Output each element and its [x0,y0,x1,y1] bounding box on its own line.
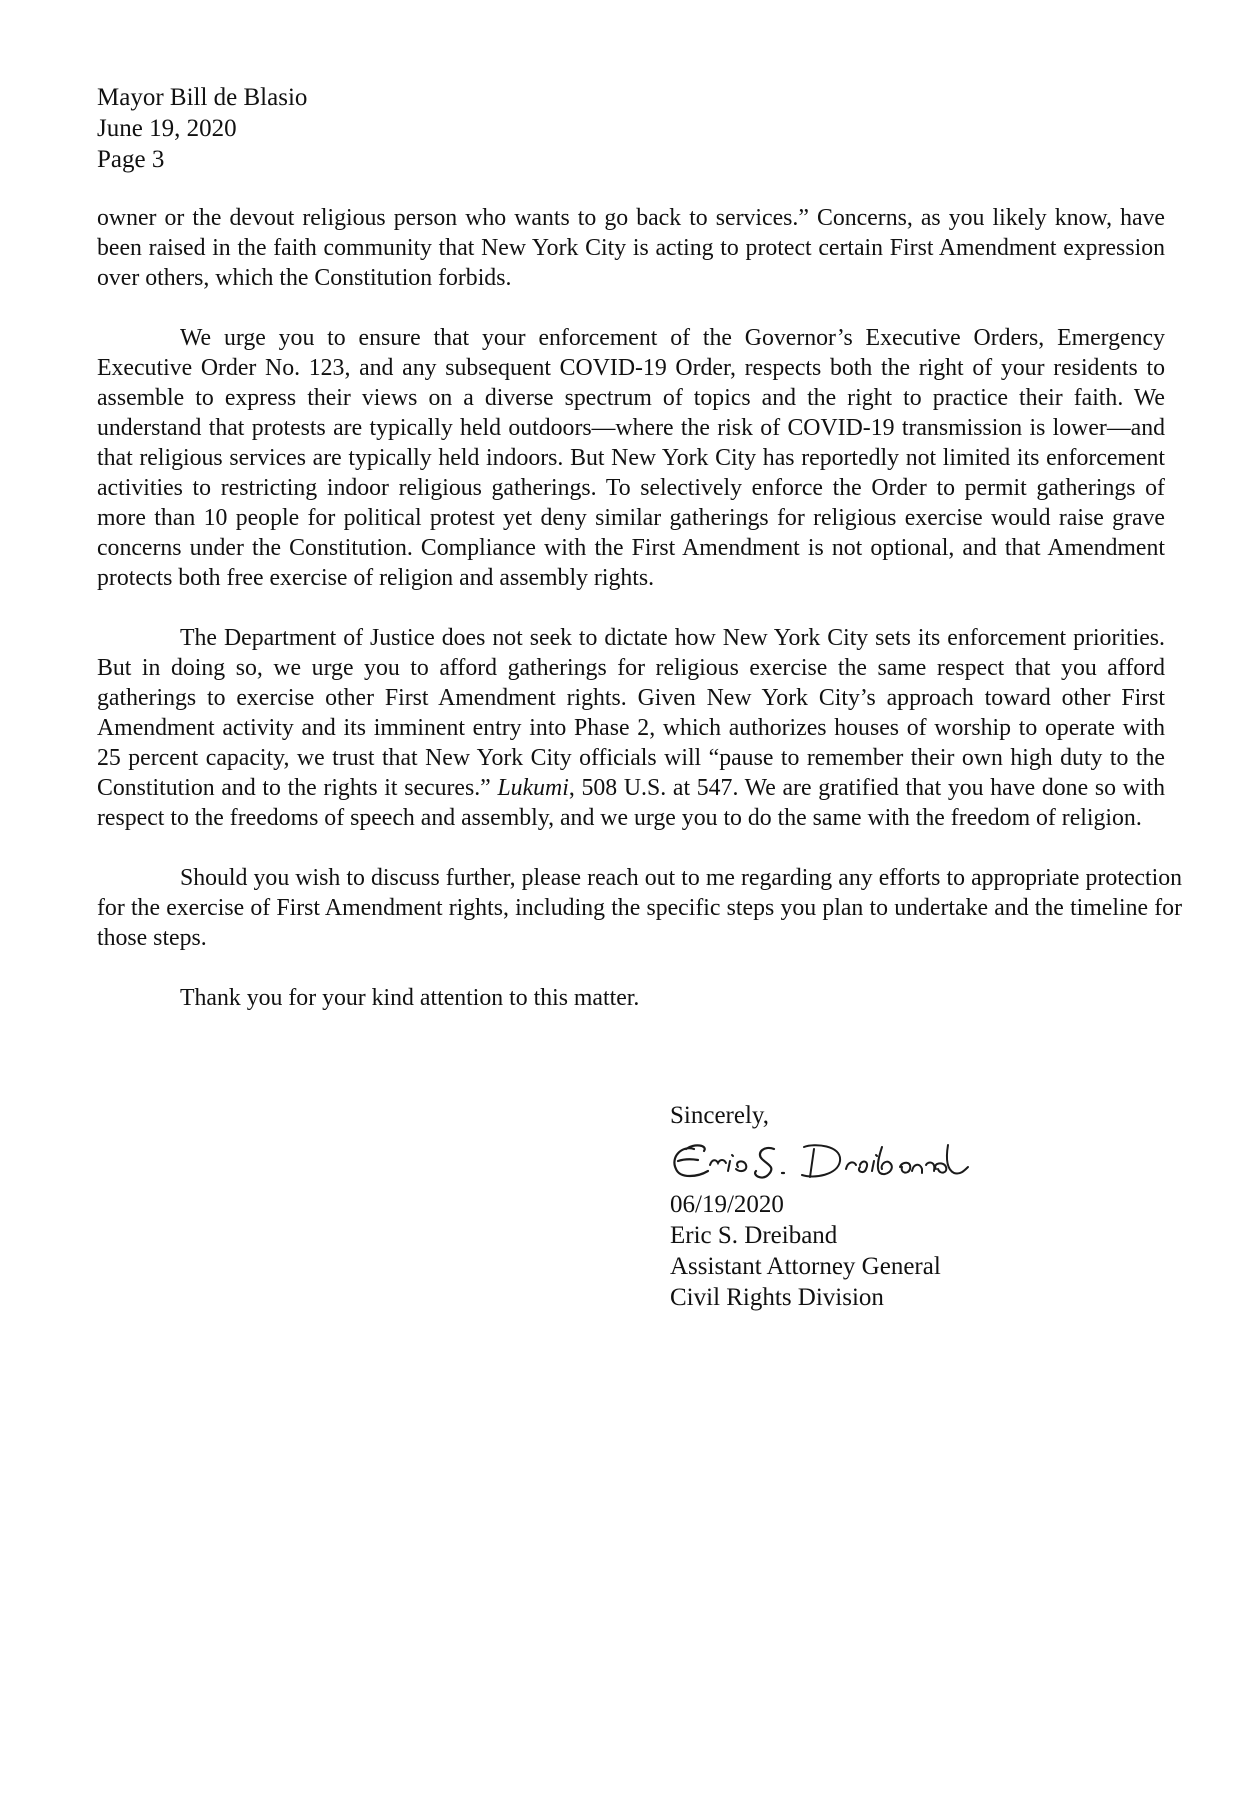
paragraph-continued: owner or the devout religious person who wants to go back to services.” Concerns, as you likely know, have been raised in the faith community that New York City is acting to protect certain First Amendment expression over others, which the Constitution forbids. [97,205,1165,291]
paragraph-text-before-citation: The Department of Justice does not seek to dictate how New York City sets its enforcement priorities. But in doing so, we urge you to afford gatherings for religious exercise the same respect that you afford gatherings to exercise other First Amendment rights. Given New York City’s approach toward other First Amendment activity and its imminent entry into Phase 2, which authorizes houses of worship to operate with 25 percent capacity, we trust that New York City officials will “pause to remember their own high duty to the Constitution and to the rights it secures.” [97,625,1165,801]
case-citation: Lukumi [497,775,569,801]
signer-title: Assistant Attorney General [670,1253,941,1280]
handwritten-signature [664,1135,974,1187]
page-number: Page 3 [97,146,165,173]
paragraph-enforcement-urge: We urge you to ensure that your enforcement of the Governor’s Executive Orders, Emergency Executive Order No. 123, and any subsequent COVID-19 Order, respects both the right of your residents to assemble to express their views on a diverse spectrum of topics and the right to practice their faith. We understand that protests are typically held outdoors—where the risk of COVID-19 transmission is lower—and that religious services are typically held indoors. But New York City has reportedly not limited its enforcement activities to restricting indoor religious gatherings. To selectively enforce the Order to permit gatherings of more than 10 people for political protest yet deny similar gatherings for religious exercise would raise grave concerns under the Constitution. Compliance with the First Amendment is not optional, and that Amendment protects both free exercise of religion and assembly rights. [97,325,1165,591]
recipient-line: Mayor Bill de Blasio [97,84,308,111]
paragraph-contact-request: Should you wish to discuss further, please reach out to me regarding any efforts to appropriate protection for the exercise of First Amendment rights, including the specific steps you plan to undertake and the timeline for those steps. [97,865,1182,951]
date-line: June 19, 2020 [97,115,237,142]
paragraph-text-after-citation: , 508 U.S. at 547. We are gratified that you have done so with respect to the freedoms of speech and assembly, and we urge you to do the same with the freedom of religion. [97,775,1165,831]
salutation: Sincerely, [670,1102,770,1129]
letter-header [97,82,307,175]
letter-closing [670,1100,974,1313]
paragraph-doj-priorities [97,623,1165,833]
signer-division: Civil Rights Division [670,1284,884,1311]
letter-body [97,203,1182,1043]
paragraph-thanks: Thank you for your kind attention to this matter. [180,985,640,1011]
signed-date: 06/19/2020 [670,1191,784,1218]
signer-name: Eric S. Dreiband [670,1222,838,1249]
